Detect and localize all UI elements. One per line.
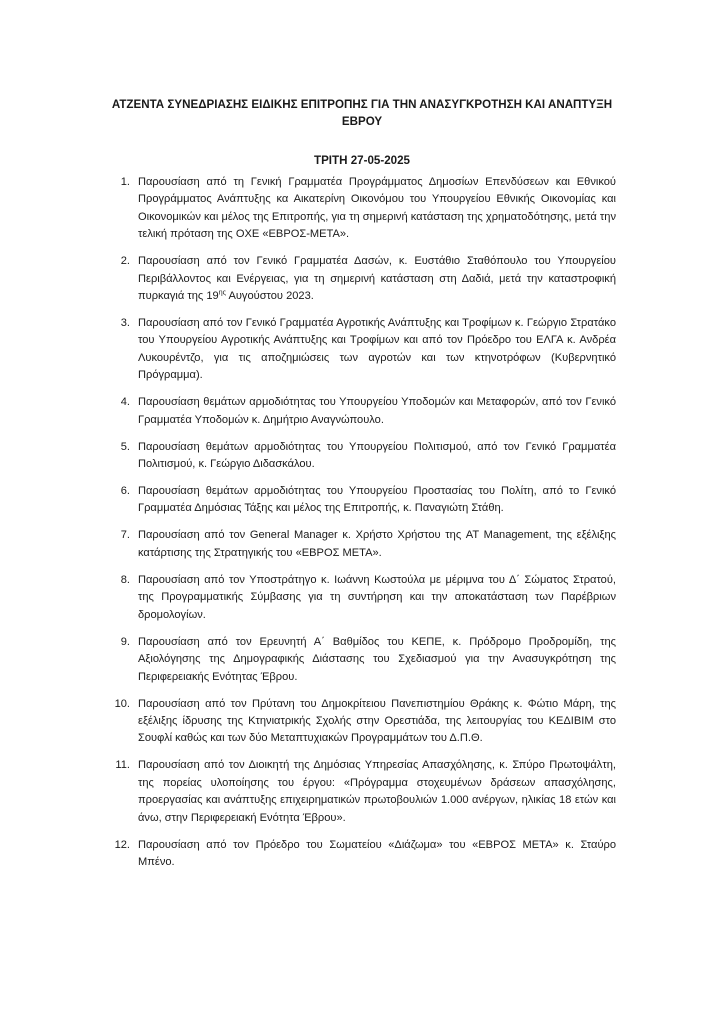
agenda-item-number: 10. — [114, 697, 130, 710]
agenda-item-number: 12. — [114, 838, 130, 851]
agenda-item-text — [138, 255, 616, 302]
agenda-item-number: 1. — [120, 176, 130, 188]
document-title: ΑΤΖΕΝΤΑ ΣΥΝΕΔΡΙΑΣΗΣ ΕΙΔΙΚΗΣ ΕΠΙΤΡΟΠΗΣ ΓΙΑ ΤΗΝ ΑΝΑΣΥΓΚΡΟΤΗΣΗ ΚΑΙ ΑΝΑΠΤΥΞΗ ΕΒΡΟΥ — [111, 98, 613, 128]
agenda-list — [108, 174, 616, 871]
agenda-item-text: Παρουσίαση από τον General Manager κ. Χρήστο Χρήστου της AT Management, της εξέλιξης κατάρτισης της Στρατηγικής του «ΕΒΡΟΣ ΜΕΤΑ». — [138, 529, 616, 559]
agenda-item — [108, 757, 616, 827]
agenda-item-number: 8. — [120, 573, 130, 586]
agenda-item — [108, 174, 616, 244]
agenda-item — [108, 634, 616, 686]
agenda-item — [108, 439, 616, 474]
agenda-item-text: Παρουσίαση από τον Πρύτανη του Δημοκρίτειου Πανεπιστημίου Θράκης κ. Φώτιο Μάρη, της εξέλιξης ίδρυσης της Κτηνιατρικής Σχολής στην Ορεστιάδα, της λειτουργίας του ΚΕΔΙΒΙΜ στο Σουφλί καθώς και των δύο Μεταπτυχιακών Προγραμμάτων του Δ.Π.Θ. — [138, 697, 616, 745]
agenda-item-text: Παρουσίαση θεμάτων αρμοδιότητας του Υπουργείου Πολιτισμού, από τον Γενικό Γραμματέα Πολιτισμού, κ. Γεώργιο Διδασκάλου. — [138, 440, 616, 471]
meeting-date: ΤΡΙΤΗ 27-05-2025 — [313, 154, 411, 167]
agenda-item — [108, 837, 616, 872]
agenda-item — [108, 572, 616, 624]
agenda-item-text: Παρουσίαση από τον Γενικό Γραμματέα Αγροτικής Ανάπτυξης και Τροφίμων κ. Γεώργιο Στρατάκο του Υπουργείου Αγροτικής Ανάπτυξης και Τροφίμων και από τον Πρόεδρο του ΕΛΓΑ κ. Ανδρέα Λυκουρέντζο, για τις αποζημιώσεις των αγροτών και των κτηνοτρόφων (Κυβερνητικό Πρόγραμμα). — [138, 317, 616, 382]
agenda-item — [108, 696, 616, 748]
agenda-item-number: 5. — [120, 440, 130, 453]
agenda-item-number: 4. — [120, 396, 130, 409]
agenda-item-number: 3. — [120, 317, 130, 330]
agenda-item-number: 7. — [120, 529, 130, 542]
agenda-item-number: 9. — [120, 635, 130, 648]
agenda-item-number: 11. — [115, 759, 130, 772]
agenda-item — [108, 394, 616, 429]
agenda-item — [108, 253, 616, 305]
agenda-item-number: 2. — [120, 255, 130, 268]
agenda-item-text-part: Παρουσίαση από τον Γενικό Γραμματέα Δασών, κ. Ευστάθιο Σταθόπουλο του Υπουργείου Περιβάλλοντος και Ενέργειας, για τη σημερινή κατάσταση στη Δαδιά, μετά την καταστροφική πυρκαγιά της 19 — [138, 255, 616, 303]
agenda-item-text: Παρουσίαση από τον Πρόεδρο του Σωματείου «Διάζωμα» του «ΕΒΡΟΣ ΜΕΤΑ» κ. Σταύρο Μπένο. — [138, 838, 616, 868]
agenda-item — [108, 315, 616, 385]
agenda-item-text: Παρουσίαση από τον Υποστράτηγο κ. Ιωάννη Κωστούλα με μέριμνα του Δ΄ Σώματος Στρατού, της Προγραμματικής Σύμβασης για τη συντήρηση και την αποκατάσταση των Παρέβριων δρομολογίων. — [138, 573, 616, 621]
agenda-item-text: Παρουσίαση από τον Διοικητή της Δημόσιας Υπηρεσίας Απασχόλησης, κ. Σπύρο Πρωτοψάλτη, της πορείας υλοποίησης του έργου: «Πρόγραμμα στοχευμένων δράσεων απασχόλησης, προεργασίας και ανάπτυξης επιχειρηματικών πρωτοβουλιών 1.000 ανέργων, ηλικίας 18 ετών και άνω, στην Περιφερειακή Ενότητα Έβρου». — [138, 759, 616, 824]
agenda-item — [108, 527, 616, 562]
agenda-item-text: Παρουσίαση θεμάτων αρμοδιότητας του Υπουργείου Υποδομών και Μεταφορών, από τον Γενικό Γραμματέα Υποδομών κ. Δημήτριο Αναγνώπουλο. — [138, 396, 616, 426]
agenda-item — [108, 483, 616, 518]
agenda-item-text-part: Αυγούστου 2023. — [225, 290, 314, 303]
agenda-item-text: Παρουσίαση θεμάτων αρμοδιότητας του Υπουργείου Προστασίας του Πολίτη, από το Γενικό Γραμματέα Δημόσιας Τάξης και μέλος της Επιτροπής, κ. Παναγιώτη Στάθη. — [138, 485, 616, 515]
ordinal-superscript: ης — [218, 289, 226, 297]
agenda-item-number: 6. — [120, 485, 130, 498]
agenda-item-text: Παρουσίαση από τον Ερευνητή Α΄ Βαθμίδος του ΚΕΠΕ, κ. Πρόδρομο Προδρομίδη, της Αξιολόγησης της Δημογραφικής Διάστασης του Σχεδιασμού για την Ανασυγκρότηση της Περιφερειακής Ενότητας Έβρου. — [138, 635, 616, 683]
agenda-item-text: Παρουσίαση από τη Γενική Γραμματέα Προγράμματος Δημοσίων Επενδύσεων και Εθνικού Προγράμματος Ανάπτυξης κα Αικατερίνη Οικονόμου του Υπουργείου Εθνικής Οικονομίας και Οικονομικών και μέλος της Επιτροπής, για τη σημερινή κατάσταση της χρηματοδότησης, μετά την τελική πρόταση της ΟΧΕ «ΕΒΡΟΣ-ΜΕΤΑ». — [138, 176, 616, 241]
